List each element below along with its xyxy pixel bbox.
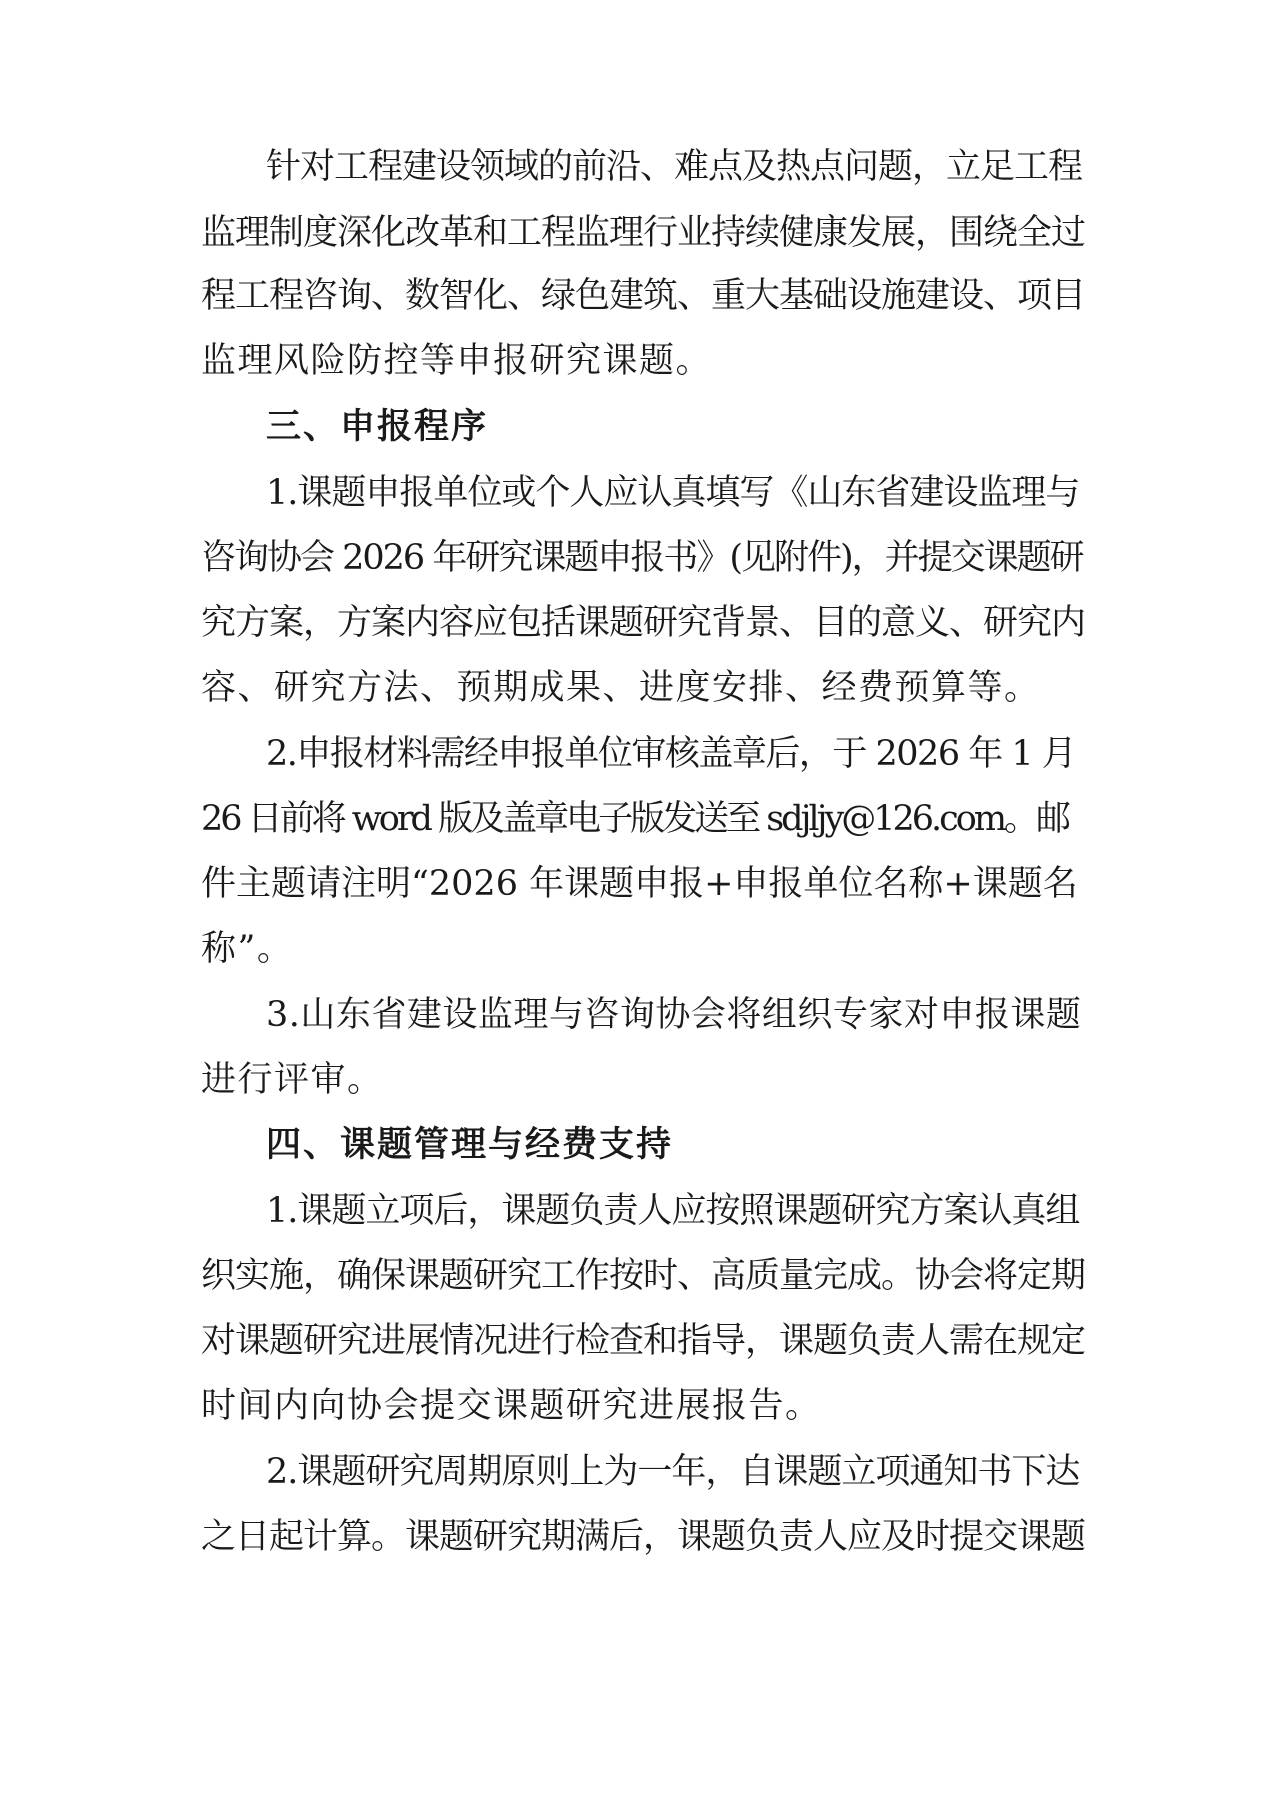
s3-item1-line-3: 究方案，方案内容应包括课题研究背景、目的意义、研究内 [201,603,1086,643]
intro-line-2: 监理制度深化改革和工程监理行业持续健康发展，围绕全过 [201,213,1086,253]
s3-item2-line-3: 件主题请注明“2026 年课题申报+申报单位名称+课题名 [201,864,1078,904]
s3-item3-line-2: 进行评审。 [201,1060,384,1100]
section4-heading: 四、课题管理与经费支持 [266,1125,674,1165]
intro-line-1: 针对工程建设领域的前沿、难点及热点问题，立足工程 [266,147,1083,187]
s3-item2-line-1: 2.申报材料需经申报单位审核盖章后，于 2026 年 1 月 [266,734,1076,774]
intro-line-3: 程工程咨询、数智化、绿色建筑、重大基础设施建设、项目 [201,276,1086,316]
s4-item2-line-2: 之日起计算。课题研究期满后，课题负责人应及时提交课题 [201,1517,1086,1557]
s3-item2-line-4: 称”。 [201,929,294,969]
s3-item1-line-4: 容、研究方法、预期成果、进度安排、经费预算等。 [201,668,1041,708]
s3-item2-line-2: 26 日前将 word 版及盖章电子版发送至 sdjljy@126.com。邮 [201,799,1069,839]
s3-item3-line-1: 3.山东省建设监理与咨询协会将组织专家对申报课题 [266,995,1082,1035]
s4-item2-line-1: 2.课题研究周期原则上为一年，自课题立项通知书下达 [266,1452,1080,1492]
section3-heading: 三、申报程序 [266,407,489,447]
s4-item1-line-4: 时间内向协会提交课题研究进展报告。 [201,1386,822,1426]
s4-item1-line-3: 对课题研究进展情况进行检查和指导，课题负责人需在规定 [201,1321,1086,1361]
intro-line-4: 监理风险防控等申报研究课题。 [201,341,713,381]
s4-item1-line-1: 1.课题立项后，课题负责人应按照课题研究方案认真组 [266,1191,1080,1231]
s3-item1-line-1: 1.课题申报单位或个人应认真填写《山东省建设监理与 [266,473,1080,513]
s3-item1-line-2: 咨询协会 2026 年研究课题申报书》(见附件)，并提交课题研 [201,538,1083,578]
s4-item1-line-2: 织实施，确保课题研究工作按时、高质量完成。协会将定期 [201,1256,1086,1296]
